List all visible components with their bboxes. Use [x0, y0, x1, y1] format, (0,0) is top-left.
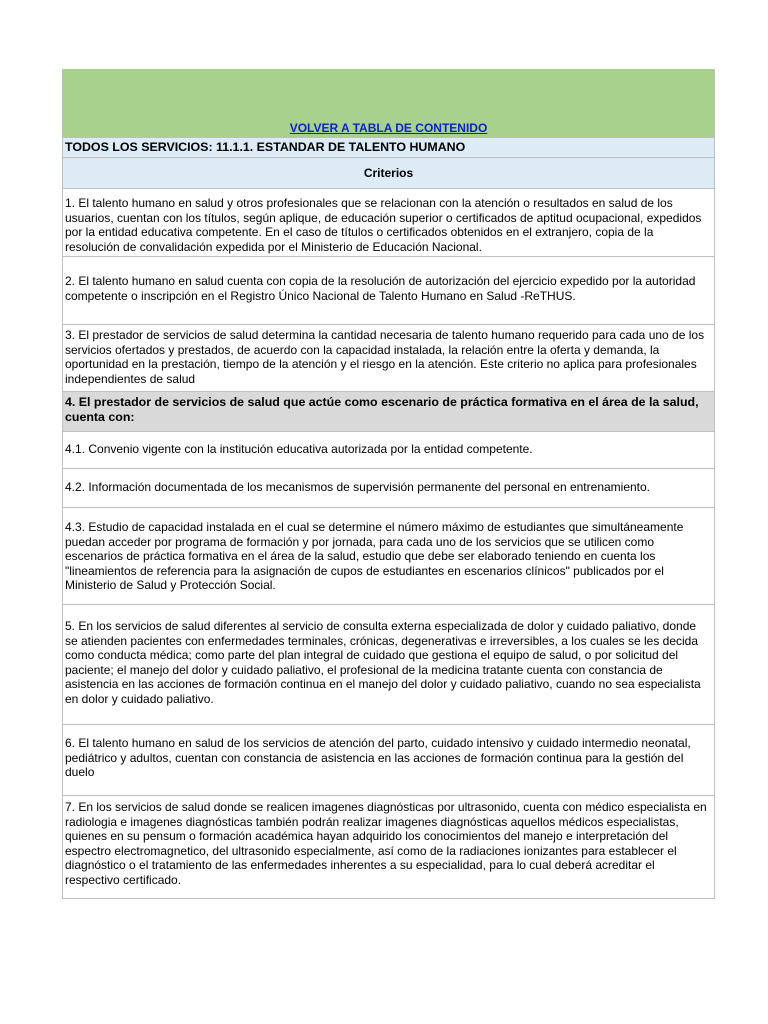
criterion-2: 2. El talento humano en salud cuenta con copia de la resolución de autorización del ejercicio expedido por la autoridad competente o inscripción en el Registro Único Nacional de Talento Humano en Salud -ReTHUS. [63, 257, 714, 325]
criterion-4-3: 4.3. Estudio de capacidad instalada en el cual se determine el número máximo de estudiantes que simultáneamente puedan acceder por programa de formación y por jornada, para cada uno de los servicios que se utilicen como escenarios de práctica formativa en el área de la salud, estudio que debe ser elaborado teniendo en cuenta los "lineamientos de referencia para la asignación de cupos de estudiantes en escenarios clínicos" publicados por el Ministerio de Salud y Protección Social. [63, 508, 714, 605]
criterion-4-2: 4.2. Información documentada de los mecanismos de supervisión permanente del personal en entrenamiento. [63, 469, 714, 508]
section-title: TODOS LOS SERVICIOS: 11.1.1. ESTANDAR DE TALENTO HUMANO [63, 138, 714, 158]
criterion-4-1: 4.1. Convenio vigente con la institución educativa autorizada por la entidad competente. [63, 432, 714, 469]
criterion-6: 6. El talento humano en salud de los servicios de atención del parto, cuidado intensivo y cuidado intermedio neonatal, pediátrico y adultos, cuentan con constancia de asistencia en las acciones de formación continua para la gestión del duelo [63, 725, 714, 796]
back-to-contents-link[interactable]: VOLVER A TABLA DE CONTENIDO [289, 121, 488, 135]
criterion-3: 3. El prestador de servicios de salud determina la cantidad necesaria de talento humano requerido para cada uno de los servicios ofertados y prestados, de acuerdo con la capacidad instalada, la relación entre la oferta y demanda, la oportunidad en la prestación, tiempo de la atención y el riesgo en la atención. Este criterio no aplica para profesionales independientes de salud [63, 325, 714, 392]
criterion-1: 1. El talento humano en salud y otros profesionales que se relacionan con la atención o resultados en salud de los usuarios, cuentan con los títulos, según aplique, de educación superior o certificados de aptitud ocupacional, expedidos por la entidad educativa competente. En el caso de títulos o certificados obtenidos en el extranjero, copia de la resolución de convalidación expedida por el Ministerio de Educación Nacional. [63, 189, 714, 257]
criterion-7: 7. En los servicios de salud donde se realicen imagenes diagnósticas por ultrasonido, cuenta con médico especialista en radiologia e imagenes diagnósticas también podrán realizar imagenes diagnósticas aquellos médicos especialistas, quienes en su pensum o formación académica hayan adquirido los conocimientos del manejo e interpretación del espectro electromagnetico, del ultrasonido especialmente, así como de la radiaciones ionizantes para establecer el diagnóstico o el tratamiento de las enfermedades inherentes a su especialidad, para lo cual deberá acreditar el respectivo certificado. [63, 796, 714, 899]
criteria-column-header: Criterios [63, 158, 714, 189]
criterion-5: 5. En los servicios de salud diferentes al servicio de consulta externa especializada de dolor y cuidado paliativo, donde se atienden pacientes con enfermedades terminales, crónicas, degenerativas e irreversibles, a los cuales se les decida como conducta médica; como parte del plan integral de cuidado que gestiona el equipo de salud, o por solicitud del paciente; el manejo del dolor y cuidado paliativo, el profesional de la medicina tratante cuenta con constancia de asistencia en las acciones de formación continua en el manejo del dolor y cuidado paliativo, cuando no sea especialista en dolor y cuidado paliativo. [63, 605, 714, 725]
criterion-4-section: 4. El prestador de servicios de salud que actúe como escenario de práctica formativa en el área de la salud, cuenta con: [63, 392, 714, 432]
header-banner [63, 69, 714, 138]
spreadsheet-table [62, 69, 715, 899]
